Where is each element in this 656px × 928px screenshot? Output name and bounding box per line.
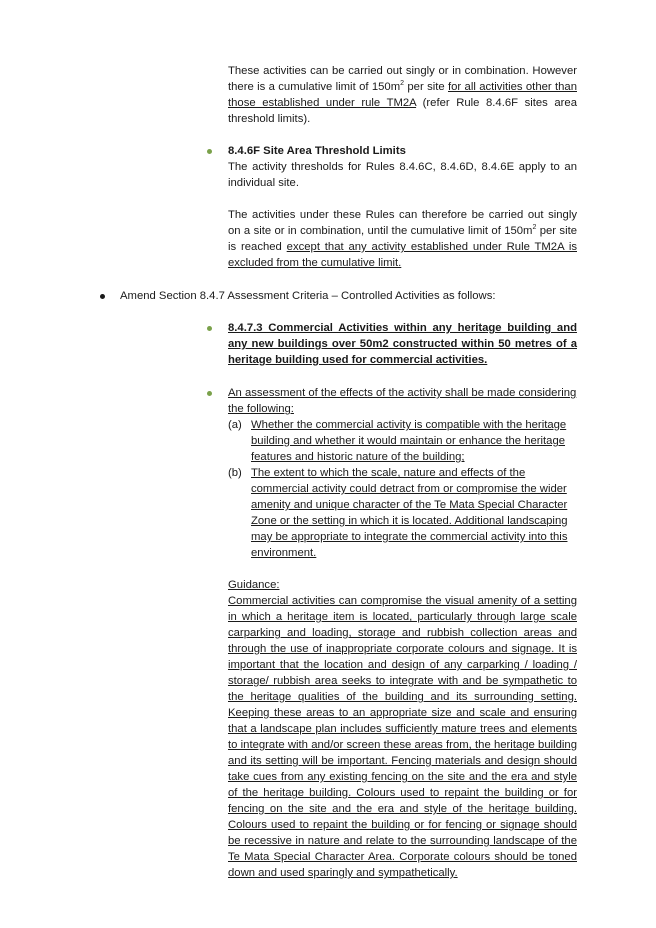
guidance-body: Commercial activities can compromise the visual amenity of a setting in which a heritage item is located, particularly through large scale carparking and loading, storage and rubbish collection areas and through the use of inappropriate corporate colours and signage. It is important that the location and design of any carparking / loading / storage/ rubbish area seeks to integrate with and be sympathetic to the heritage qualities of the building and its surrounding setting. Keeping these areas to an appropriate size and scale and ensuring that a landscape plan includes sufficiently mature trees and elements to integrate with and/or screen these areas from, the heritage building and its setting will be important. Fencing materials and design should take cues from any existing fencing on the site and the era and style of the heritage building. Colours used to repaint the building or for fencing on the site and the era and style of the heritage building. Colours used to repaint the building or for fencing or signage should be recessive in nature and relate to the surrounding landscape of the Te Mata Special Character Area. Corporate colours should be toned down and used sparingly and sympathetically. [228, 595, 577, 879]
section-body-2: The activities under these Rules can therefore be carried out singly on a site or in combination, until the cumulative limit of $150m^2$ per site is reached except that any activity established under Rule TM2A is excluded from the cumulative limit. [228, 209, 578, 269]
section-heading: 8.4.6F Site Area Threshold Limits [228, 145, 406, 157]
section-heading: 8.4.7.3 Commercial Activities within any heritage building and any new buildings over 50m2 constructed within 50 metres of a heritage building used for commercial activities. [228, 322, 577, 366]
assessment-intro: An assessment of the effects of the activity shall be made considering the following: [228, 387, 577, 415]
assessment-criteria [228, 385, 577, 881]
list-item: (b) The extent to which the scale, nature and effects of the commercial activity could detract from or compromise the wider amenity and unique character of the Te Mata Special Character Zone or the setting in which it is located. Additional landscaping may be appropriate to integrate the commercial activity into this environment. [228, 467, 568, 559]
bullet-icon [207, 149, 212, 154]
section-body: The activity thresholds for Rules 8.4.6C, 8.4.6D, 8.4.6E apply to an individual site. [228, 161, 577, 189]
section-8-4-7-3 [228, 320, 577, 368]
list-item: (a) Whether the commercial activity is compatible with the heritage building and whether it would maintain or enhance the heritage features and historic nature of the building; [228, 419, 567, 463]
paragraph-text: These activities can be carried out singly or in combination. However there is a cumulative limit of $150m^2$ per site for all activities other than those established under rule TM2A (refer Rule 8.4.6F sites area threshold limits). [228, 65, 577, 125]
cumulative-limit-paragraph [228, 63, 577, 127]
amend-instruction: Amend Section 8.4.7 Assessment Criteria – Controlled Activities as follows: [120, 290, 496, 302]
bullet-icon [100, 294, 105, 299]
section-8-4-6f [228, 143, 577, 271]
bullet-icon [207, 326, 212, 331]
bullet-icon [207, 391, 212, 396]
guidance-title: Guidance: [228, 579, 280, 591]
